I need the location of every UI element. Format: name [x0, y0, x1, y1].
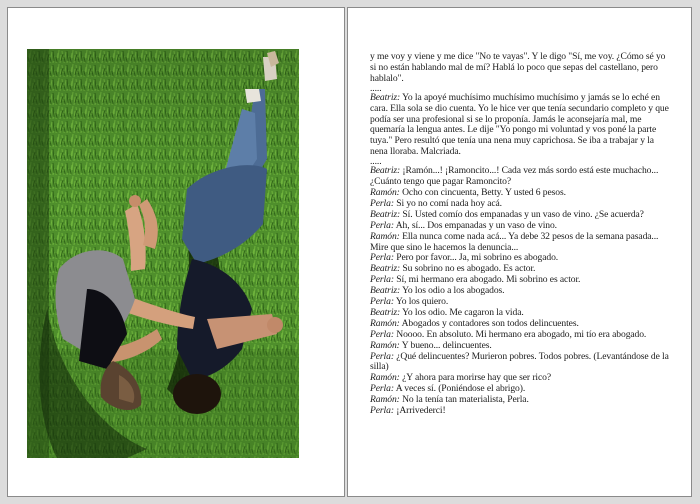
speaker: Beatriz:: [370, 306, 401, 318]
line-text: ¡Arrivederci!: [396, 405, 446, 417]
left-page: [7, 7, 345, 497]
speaker: Perla:: [370, 197, 394, 209]
speaker: Ramón:: [370, 339, 400, 351]
speaker: Ramón:: [370, 372, 400, 384]
speaker: Beatriz:: [370, 285, 401, 297]
speaker: Ramón:: [370, 317, 400, 329]
speaker: Beatriz:: [370, 263, 401, 275]
dialogue-line: [370, 93, 670, 158]
speaker: Perla:: [370, 274, 394, 286]
line-text: Yo los quiero.: [395, 296, 449, 308]
line-text: Yo los odio a los abogados.: [402, 285, 505, 297]
line-text: Si yo no comí nada hoy acá.: [396, 197, 502, 209]
speaker: Perla:: [370, 383, 394, 395]
paragraph: y me voy y viene y me dice "No te vayas". Y le digo "Sí, me voy. ¿Cómo sé yo si no están hablando mal de mí? Hablá lo poco que sepas del castellano, pero hablalo".: [370, 51, 666, 84]
line-text: Ella nunca come nada acá... Ya debe 32 pesos de la semana pasada... Mire que sino le hacemos la denuncia...: [370, 230, 659, 253]
line-text: Yo la apoyé muchísimo muchísimo muchísimo y jamás se lo eché en cara. Ella sola se dio cuenta. Yo le hice ver que tenía secundario completo y que podía ser una profesional si se lo proponía. Jamás le aconsejaría mal, me quemaría la lengua antes. Le dije "Yo pongo mi voluntad y vos poné la parte tuya." Pero resultó que tenía una nena muy caprichosa. Se iba a trabajar y la nena lloraba. Malcriada.: [370, 91, 669, 158]
right-page: [347, 7, 692, 497]
speaker: Beatriz:: [370, 91, 401, 103]
speaker: Perla:: [370, 350, 394, 362]
line-text: A veces sí. (Poniéndose el abrigo).: [395, 383, 526, 395]
line-text: Y bueno... delincuentes.: [401, 339, 492, 351]
dialogue-text: [370, 52, 670, 417]
line-text: Noooo. En absoluto. Mi hermano era abogado, mi tío era abogado.: [396, 328, 647, 340]
dialogue-line: [370, 232, 670, 254]
speaker: Perla:: [370, 252, 394, 264]
dialogue-line: [370, 166, 670, 188]
speaker: Ramón:: [370, 394, 400, 406]
line-text: No la tenía tan materialista, Perla.: [402, 394, 529, 406]
dialogue-line: [370, 406, 670, 417]
line-text: Ocho con cincuenta, Betty. Y usted 6 pesos.: [402, 186, 566, 198]
speaker: Perla:: [370, 405, 394, 417]
line-text: Pero por favor... Ja, mi sobrino es abogado.: [396, 252, 559, 264]
grass-photo: [27, 49, 299, 458]
line-text: Ah, sí... Dos empanadas y un vaso de vino.: [395, 219, 557, 231]
speaker: Ramón:: [370, 230, 400, 242]
line-text: Su sobrino no es abogado. Es actor.: [402, 263, 536, 275]
line-text: Abogados y contadores son todos delincuentes.: [401, 317, 579, 329]
line-text: Sí, mi hermano era abogado. Mi sobrino es actor.: [396, 274, 581, 286]
speaker: Perla:: [370, 296, 394, 308]
line-text: Sí. Usted comío dos empanadas y un vaso de vino. ¿Se acuerda?: [402, 208, 644, 220]
speaker: Perla:: [370, 219, 394, 231]
line-text: ¿Y ahora para morirse hay que ser rico?: [402, 372, 551, 384]
line-text: ¡Ramón...! ¡Ramoncito...! Cada vez más sordo está este muchacho... ¿Cuánto tengo que pagar Ramoncito?: [370, 165, 659, 188]
line-text: ¿Qué delincuentes? Murieron pobres. Todos pobres. (Levantándose de la silla): [370, 350, 669, 373]
separator: .....: [370, 82, 382, 94]
speaker: Ramón:: [370, 186, 400, 198]
speaker: Perla:: [370, 328, 394, 340]
line-text: Yo los odio. Me cagaron la vida.: [402, 306, 524, 318]
speaker: Beatriz:: [370, 208, 401, 220]
dialogue-line: [370, 352, 670, 374]
separator: .....: [370, 156, 382, 168]
speaker: Beatriz:: [370, 165, 401, 177]
